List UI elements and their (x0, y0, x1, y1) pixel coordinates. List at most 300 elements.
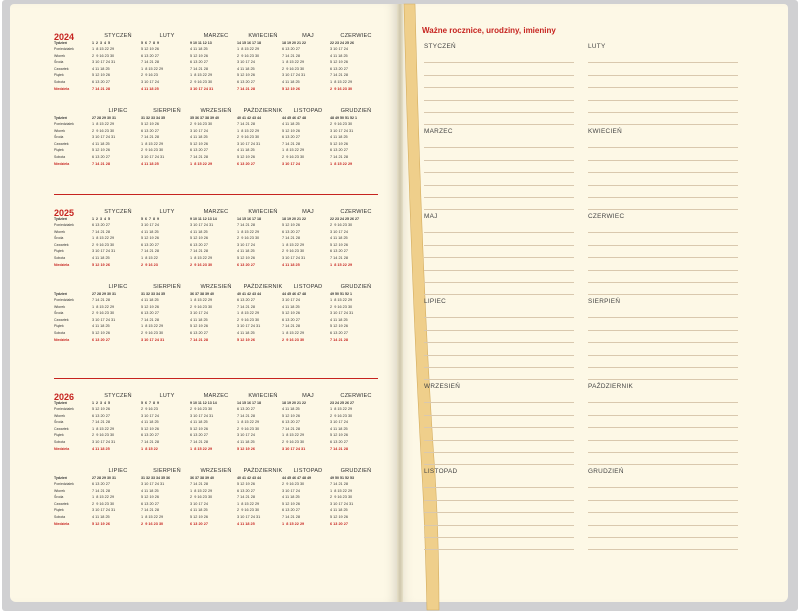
note-line[interactable] (424, 538, 574, 550)
note-line[interactable] (424, 246, 574, 258)
month-name: MAJ (302, 393, 314, 399)
week-numbers: 22 23 24 25 26 27 (330, 217, 359, 221)
week-numbers: 44 45 46 47 48 49 (282, 476, 311, 480)
day-numbers-row: 4 11 18 25 (141, 229, 159, 234)
note-line[interactable] (424, 101, 574, 113)
day-numbers-row: 3 10 17 24 31 (141, 154, 165, 159)
note-line[interactable] (424, 441, 574, 453)
week-numbers: 44 45 46 47 48 (282, 116, 306, 120)
day-numbers-row: 1 8 15 22 29 (282, 148, 305, 153)
week-numbers: 44 45 46 47 48 (282, 292, 306, 296)
day-numbers-row: 6 13 20 27 (282, 229, 300, 234)
day-numbers-row: 7 14 21 28 (237, 413, 255, 418)
day-numbers-row: 2 9 16 23 30 (237, 135, 260, 140)
note-line[interactable] (588, 63, 738, 75)
weekday-label: Piątek (54, 249, 64, 254)
day-numbers-row: 1 8 15 22 29 (141, 514, 164, 519)
week-numbers: 5 6 7 8 9 (141, 401, 159, 405)
week-number-label: Tydzień (54, 401, 68, 405)
day-numbers-row: 7 14 21 28 (237, 495, 255, 500)
weekday-label: Środa (54, 236, 64, 241)
week-numbers: 36 37 38 39 40 (190, 292, 214, 296)
note-line[interactable] (588, 246, 738, 258)
weekday-label: Środa (54, 495, 64, 500)
month-name: PAŹDZIERNIK (243, 468, 283, 474)
weekday-label: Piątek (54, 508, 64, 513)
note-line[interactable] (588, 306, 738, 318)
day-numbers-row: 4 11 18 25 (282, 407, 300, 411)
day-numbers-row: 4 11 18 25 (190, 47, 208, 51)
note-line[interactable] (424, 453, 574, 465)
day-numbers-row: 6 13 20 27 (141, 501, 159, 506)
month-name: GRUDZIEŃ (340, 108, 372, 114)
day-numbers-row: 7 14 21 28 (141, 508, 159, 513)
day-numbers-row: 6 13 20 27 (330, 330, 348, 335)
note-line[interactable] (588, 356, 738, 368)
year-divider (54, 194, 378, 195)
day-numbers-row: 6 13 20 27 (237, 488, 255, 493)
month-grid (282, 283, 334, 343)
day-numbers-row: 4 11 18 25 (237, 66, 255, 71)
day-numbers-row: 2 9 16 23 30 (190, 495, 213, 500)
note-line[interactable] (424, 88, 574, 100)
weekday-label: Poniedziałek (54, 407, 74, 411)
day-numbers-row: 7 14 21 28 (282, 141, 300, 146)
week-numbers: 35 36 37 38 39 40 (190, 116, 219, 120)
weekday-labels (54, 475, 88, 527)
week-numbers: 40 41 42 43 44 (237, 476, 261, 480)
day-numbers-row: 6 13 20 27 (330, 66, 348, 71)
week-numbers: 18 19 20 21 22 (282, 217, 306, 221)
week-numbers: 22 23 24 25 26 (330, 41, 354, 45)
weekday-label: Piątek (54, 148, 64, 153)
note-line[interactable] (424, 526, 574, 538)
note-line[interactable] (588, 428, 738, 440)
month-grid (92, 283, 144, 343)
note-line[interactable] (588, 88, 738, 100)
month-grid (141, 392, 193, 452)
week-numbers: 5 6 7 8 9 (141, 41, 159, 45)
anniversary-month-block (424, 297, 574, 380)
note-line[interactable] (588, 403, 738, 415)
day-numbers-row: 4 11 18 25 (141, 86, 159, 91)
day-numbers-row: 7 14 21 28 (141, 60, 159, 65)
day-numbers-row: 4 11 18 25 (330, 426, 348, 431)
note-line[interactable] (424, 221, 574, 233)
day-numbers-row: 3 10 17 24 31 (141, 482, 165, 486)
weekday-label: Niedziela (54, 262, 70, 267)
day-numbers-row: 3 10 17 24 (190, 501, 208, 506)
day-numbers-row: 3 10 17 24 31 (237, 141, 261, 146)
day-numbers-row: 6 13 20 27 (141, 128, 159, 133)
note-line[interactable] (424, 258, 574, 270)
day-numbers-row: 5 12 19 26 (190, 514, 208, 519)
day-numbers-row: 4 11 18 25 (190, 508, 208, 513)
anniversary-month-block (588, 42, 738, 125)
day-numbers-row: 2 9 16 23 30 (190, 407, 213, 411)
month-grid (330, 208, 382, 268)
day-numbers-row: 2 9 16 23 30 (92, 53, 115, 58)
weekday-label: Niedziela (54, 521, 70, 526)
weekday-labels (54, 115, 88, 167)
anniversary-month-name: CZERWIEC (588, 213, 625, 220)
day-numbers-row: 3 10 17 24 (330, 229, 348, 234)
day-numbers-row: 1 8 15 22 29 (92, 304, 115, 309)
week-numbers: 49 50 51 52 1 (330, 292, 352, 296)
week-numbers: 9 10 11 12 13 14 (190, 217, 217, 221)
anniversary-month-block (588, 127, 738, 210)
note-line[interactable] (588, 476, 738, 488)
day-numbers-row: 1 8 15 22 29 (92, 495, 115, 500)
note-line[interactable] (588, 198, 738, 210)
day-numbers-row: 1 8 15 22 (141, 446, 158, 451)
day-numbers-row: 5 12 19 26 (92, 73, 110, 78)
note-line[interactable] (424, 476, 574, 488)
anniversary-month-block (424, 467, 574, 550)
day-numbers-row: 7 14 21 28 (330, 154, 348, 159)
year-label: 2025 (54, 208, 75, 218)
day-numbers-row: 4 11 18 25 (92, 324, 110, 329)
note-line[interactable] (424, 318, 574, 330)
week-numbers: 1 2 3 4 5 (92, 217, 110, 221)
day-numbers-row: 7 14 21 28 (92, 420, 110, 425)
day-numbers-row: 1 8 15 22 29 (141, 66, 164, 71)
weekday-label: Wtorek (54, 128, 66, 133)
note-line[interactable] (424, 63, 574, 75)
weekday-label: Piątek (54, 73, 64, 78)
weekday-label: Czwartek (54, 501, 69, 506)
day-numbers-row: 4 11 18 25 (141, 161, 159, 166)
day-numbers-row: 7 14 21 28 (190, 66, 208, 71)
note-line[interactable] (588, 453, 738, 465)
note-line[interactable] (424, 331, 574, 343)
month-name: LUTY (159, 33, 175, 39)
weekday-label: Środa (54, 311, 64, 316)
note-line[interactable] (588, 368, 738, 380)
month-name: SIERPIEŃ (153, 108, 181, 114)
day-numbers-row: 4 11 18 25 (237, 249, 255, 254)
note-line[interactable] (588, 233, 738, 245)
month-name: CZERWIEC (340, 393, 372, 399)
note-line[interactable] (424, 136, 574, 148)
note-line[interactable] (424, 113, 574, 125)
day-numbers-row: 2 9 16 23 30 (330, 495, 353, 500)
week-numbers: 1 2 3 4 5 (92, 41, 110, 45)
note-line[interactable] (424, 233, 574, 245)
day-numbers-row: 3 10 17 24 (237, 60, 255, 65)
day-numbers-row: 1 8 15 22 29 (92, 236, 115, 241)
note-line[interactable] (424, 356, 574, 368)
note-line[interactable] (424, 488, 574, 500)
note-line[interactable] (424, 368, 574, 380)
day-numbers-row: 3 10 17 24 31 (330, 311, 354, 316)
note-line[interactable] (424, 283, 574, 295)
day-numbers-row: 1 8 15 22 29 (141, 324, 164, 329)
week-numbers: 40 41 42 43 44 (237, 116, 261, 120)
day-numbers-row: 2 9 16 23 30 (237, 317, 260, 322)
day-numbers-row: 5 12 19 26 (237, 446, 255, 451)
week-numbers: 27 28 29 30 31 (92, 292, 116, 296)
day-numbers-row: 2 9 16 23 30 (282, 249, 305, 254)
week-numbers: 18 19 20 21 22 (282, 401, 306, 405)
weekday-label: Czwartek (54, 141, 69, 146)
week-numbers: 40 41 42 43 44 (237, 292, 261, 296)
week-numbers: 49 50 51 52 53 (330, 476, 354, 480)
note-line[interactable] (588, 258, 738, 270)
day-numbers-row: 1 8 15 22 29 (330, 161, 353, 166)
day-numbers-row: 4 11 18 25 (282, 122, 300, 126)
day-numbers-row: 1 8 15 22 29 (282, 521, 305, 526)
week-number-label: Tydzień (54, 217, 68, 221)
day-numbers-row: 2 9 16 23 30 (330, 304, 353, 309)
day-numbers-row: 2 9 16 23 30 (330, 413, 353, 418)
day-numbers-row: 6 13 20 27 (330, 148, 348, 153)
note-line[interactable] (424, 403, 574, 415)
week-numbers: 9 10 11 12 13 14 (190, 401, 217, 405)
note-line[interactable] (424, 148, 574, 160)
day-numbers-row: 1 8 15 22 29 (190, 488, 213, 493)
day-numbers-row: 5 12 19 26 (92, 262, 110, 267)
month-name: STYCZEŃ (104, 393, 132, 399)
day-numbers-row: 2 9 16 23 (141, 262, 158, 267)
day-numbers-row: 5 12 19 26 (330, 324, 348, 329)
day-numbers-row: 1 8 15 22 29 (282, 433, 305, 438)
day-numbers-row: 5 12 19 26 (190, 141, 208, 146)
day-numbers-row: 7 14 21 28 (141, 439, 159, 444)
note-line[interactable] (588, 441, 738, 453)
day-numbers-row: 4 11 18 25 (190, 317, 208, 322)
note-line[interactable] (424, 76, 574, 88)
note-line[interactable] (588, 416, 738, 428)
anniversary-month-name: STYCZEŃ (424, 43, 456, 50)
day-numbers-row: 1 8 15 22 29 (141, 141, 164, 146)
day-numbers-row: 1 8 15 22 29 (190, 161, 213, 166)
note-line[interactable] (588, 283, 738, 295)
week-numbers: 9 10 11 12 13 (190, 41, 212, 45)
day-numbers-row: 6 13 20 27 (92, 337, 110, 342)
year-label: 2026 (54, 392, 75, 402)
note-line[interactable] (588, 101, 738, 113)
note-line[interactable] (588, 488, 738, 500)
day-numbers-row: 6 13 20 27 (237, 262, 255, 267)
week-numbers: 27 28 29 30 31 (92, 476, 116, 480)
month-grid (282, 32, 334, 92)
day-numbers-row: 5 12 19 26 (282, 86, 300, 91)
day-numbers-row: 4 11 18 25 (190, 420, 208, 425)
day-numbers-row: 6 13 20 27 (282, 135, 300, 140)
note-line[interactable] (424, 513, 574, 525)
note-line[interactable] (588, 76, 738, 88)
day-numbers-row: 6 13 20 27 (237, 79, 255, 84)
month-grid (190, 283, 242, 343)
week-numbers: 1 2 3 4 5 (92, 401, 110, 405)
day-numbers-row: 1 8 15 22 29 (190, 298, 213, 302)
day-numbers-row: 6 13 20 27 (92, 482, 110, 486)
note-line[interactable] (424, 428, 574, 440)
day-numbers-row: 5 12 19 26 (282, 128, 300, 133)
month-name: SIERPIEŃ (153, 284, 181, 290)
week-numbers: 18 19 20 21 22 (282, 41, 306, 45)
day-numbers-row: 2 9 16 23 (141, 407, 158, 411)
weekday-label: Wtorek (54, 229, 66, 234)
weekday-label: Poniedziałek (54, 122, 74, 126)
anniversary-month-name: LUTY (588, 43, 606, 50)
anniversary-month-block (588, 382, 738, 465)
week-numbers: 31 32 33 34 35 36 (141, 476, 170, 480)
day-numbers-row: 6 13 20 27 (237, 407, 255, 411)
day-numbers-row: 6 13 20 27 (92, 79, 110, 84)
month-grid (190, 392, 242, 452)
day-numbers-row: 2 9 16 23 30 (237, 426, 260, 431)
day-numbers-row: 2 9 16 23 30 (141, 148, 164, 153)
note-line[interactable] (588, 513, 738, 525)
anniversary-month-name: PAŹDZIERNIK (588, 383, 634, 390)
day-numbers-row: 7 14 21 28 (330, 73, 348, 78)
note-line[interactable] (588, 161, 738, 173)
day-numbers-row: 5 12 19 26 (282, 311, 300, 316)
note-line[interactable] (424, 161, 574, 173)
day-numbers-row: 4 11 18 25 (92, 66, 110, 71)
month-grid (141, 208, 193, 268)
weekday-label: Wtorek (54, 53, 66, 58)
month-grid (190, 467, 242, 527)
day-numbers-row: 7 14 21 28 (141, 317, 159, 322)
day-numbers-row: 5 12 19 26 (330, 141, 348, 146)
day-numbers-row: 4 11 18 25 (330, 317, 348, 322)
day-numbers-row: 4 11 18 25 (330, 508, 348, 513)
note-line[interactable] (588, 501, 738, 513)
weekday-label: Sobota (54, 79, 66, 84)
anniversary-month-block (424, 212, 574, 295)
note-line[interactable] (424, 391, 574, 403)
day-numbers-row: 6 13 20 27 (190, 330, 208, 335)
note-line[interactable] (588, 331, 738, 343)
note-line[interactable] (588, 148, 738, 160)
week-number-label: Tydzień (54, 41, 68, 45)
day-numbers-row: 4 11 18 25 (330, 135, 348, 140)
weekday-label: Wtorek (54, 413, 66, 418)
day-numbers-row: 5 12 19 26 (141, 236, 159, 241)
day-numbers-row: 7 14 21 28 (92, 229, 110, 234)
weekday-label: Wtorek (54, 488, 66, 493)
day-numbers-row: 3 10 17 24 (330, 47, 348, 51)
day-numbers-row: 6 13 20 27 (141, 311, 159, 316)
weekday-label: Sobota (54, 439, 66, 444)
day-numbers-row: 5 12 19 26 (141, 47, 159, 51)
day-numbers-row: 1 8 15 22 29 (237, 501, 260, 506)
month-name: MAJ (302, 209, 314, 215)
weekday-label: Sobota (54, 255, 66, 260)
month-name: MARZEC (203, 209, 229, 215)
month-grid (190, 107, 242, 167)
day-numbers-row: 5 12 19 26 (141, 495, 159, 500)
note-line[interactable] (588, 221, 738, 233)
year-divider (54, 378, 378, 379)
month-name: LUTY (159, 393, 175, 399)
day-numbers-row: 6 13 20 27 (237, 298, 255, 302)
month-name: PAŹDZIERNIK (243, 108, 283, 114)
note-line[interactable] (424, 343, 574, 355)
day-numbers-row: 3 10 17 24 (237, 242, 255, 247)
month-grid (282, 208, 334, 268)
note-line[interactable] (424, 501, 574, 513)
note-line[interactable] (588, 538, 738, 550)
note-line[interactable] (424, 186, 574, 198)
day-numbers-row: 3 10 17 24 31 (330, 128, 354, 133)
month-grid (190, 208, 242, 268)
note-line[interactable] (588, 113, 738, 125)
weekday-label: Niedziela (54, 161, 70, 166)
note-line[interactable] (424, 198, 574, 210)
day-numbers-row: 7 14 21 28 (92, 86, 110, 91)
day-numbers-row: 5 12 19 26 (190, 324, 208, 329)
weekday-labels (54, 291, 88, 343)
month-grid (92, 467, 144, 527)
day-numbers-row: 4 11 18 25 (92, 514, 110, 519)
month-grid (282, 467, 334, 527)
week-numbers: 31 32 33 34 35 (141, 116, 165, 120)
day-numbers-row: 3 10 17 24 31 (237, 514, 261, 519)
day-numbers-row: 1 8 15 22 29 (237, 47, 260, 51)
day-numbers-row: 4 11 18 25 (237, 439, 255, 444)
note-line[interactable] (424, 416, 574, 428)
month-grid (141, 107, 193, 167)
day-numbers-row: 7 14 21 28 (282, 236, 300, 241)
month-name: MARZEC (203, 33, 229, 39)
weekday-label: Środa (54, 420, 64, 425)
day-numbers-row: 5 12 19 26 (237, 154, 255, 159)
weekday-label: Niedziela (54, 337, 70, 342)
note-line[interactable] (588, 173, 738, 185)
day-numbers-row: 7 14 21 28 (282, 324, 300, 329)
weekday-label: Sobota (54, 514, 66, 519)
weekday-label: Czwartek (54, 317, 69, 322)
note-line[interactable] (424, 271, 574, 283)
month-grid (330, 283, 382, 343)
note-line[interactable] (588, 343, 738, 355)
note-line[interactable] (588, 391, 738, 403)
note-line[interactable] (588, 136, 738, 148)
day-numbers-row: 6 13 20 27 (237, 161, 255, 166)
anniversary-month-name: LISTOPAD (424, 468, 458, 475)
day-numbers-row: 4 11 18 25 (141, 420, 159, 425)
anniversary-month-name: LIPIEC (424, 298, 447, 305)
day-numbers-row: 7 14 21 28 (330, 482, 348, 486)
day-numbers-row: 5 12 19 26 (282, 501, 300, 506)
month-name: LISTOPAD (293, 468, 323, 474)
day-numbers-row: 4 11 18 25 (237, 148, 255, 153)
week-number-label: Tydzień (54, 476, 68, 480)
day-numbers-row: 3 10 17 24 31 (330, 501, 354, 506)
weekday-label: Środa (54, 135, 64, 140)
day-numbers-row: 2 9 16 23 30 (92, 501, 115, 506)
weekday-label: Czwartek (54, 242, 69, 247)
day-numbers-row: 3 10 17 24 31 (92, 135, 116, 140)
day-numbers-row: 2 9 16 23 30 (282, 154, 305, 159)
note-line[interactable] (424, 306, 574, 318)
day-numbers-row: 1 8 15 22 29 (330, 298, 353, 302)
day-numbers-row: 7 14 21 28 (190, 439, 208, 444)
month-name: LIPIEC (108, 468, 128, 474)
note-line[interactable] (588, 526, 738, 538)
note-line[interactable] (424, 51, 574, 63)
week-numbers: 14 15 16 17 18 (237, 41, 261, 45)
note-line[interactable] (588, 51, 738, 63)
note-line[interactable] (588, 318, 738, 330)
note-line[interactable] (588, 271, 738, 283)
note-line[interactable] (424, 173, 574, 185)
note-line[interactable] (588, 186, 738, 198)
